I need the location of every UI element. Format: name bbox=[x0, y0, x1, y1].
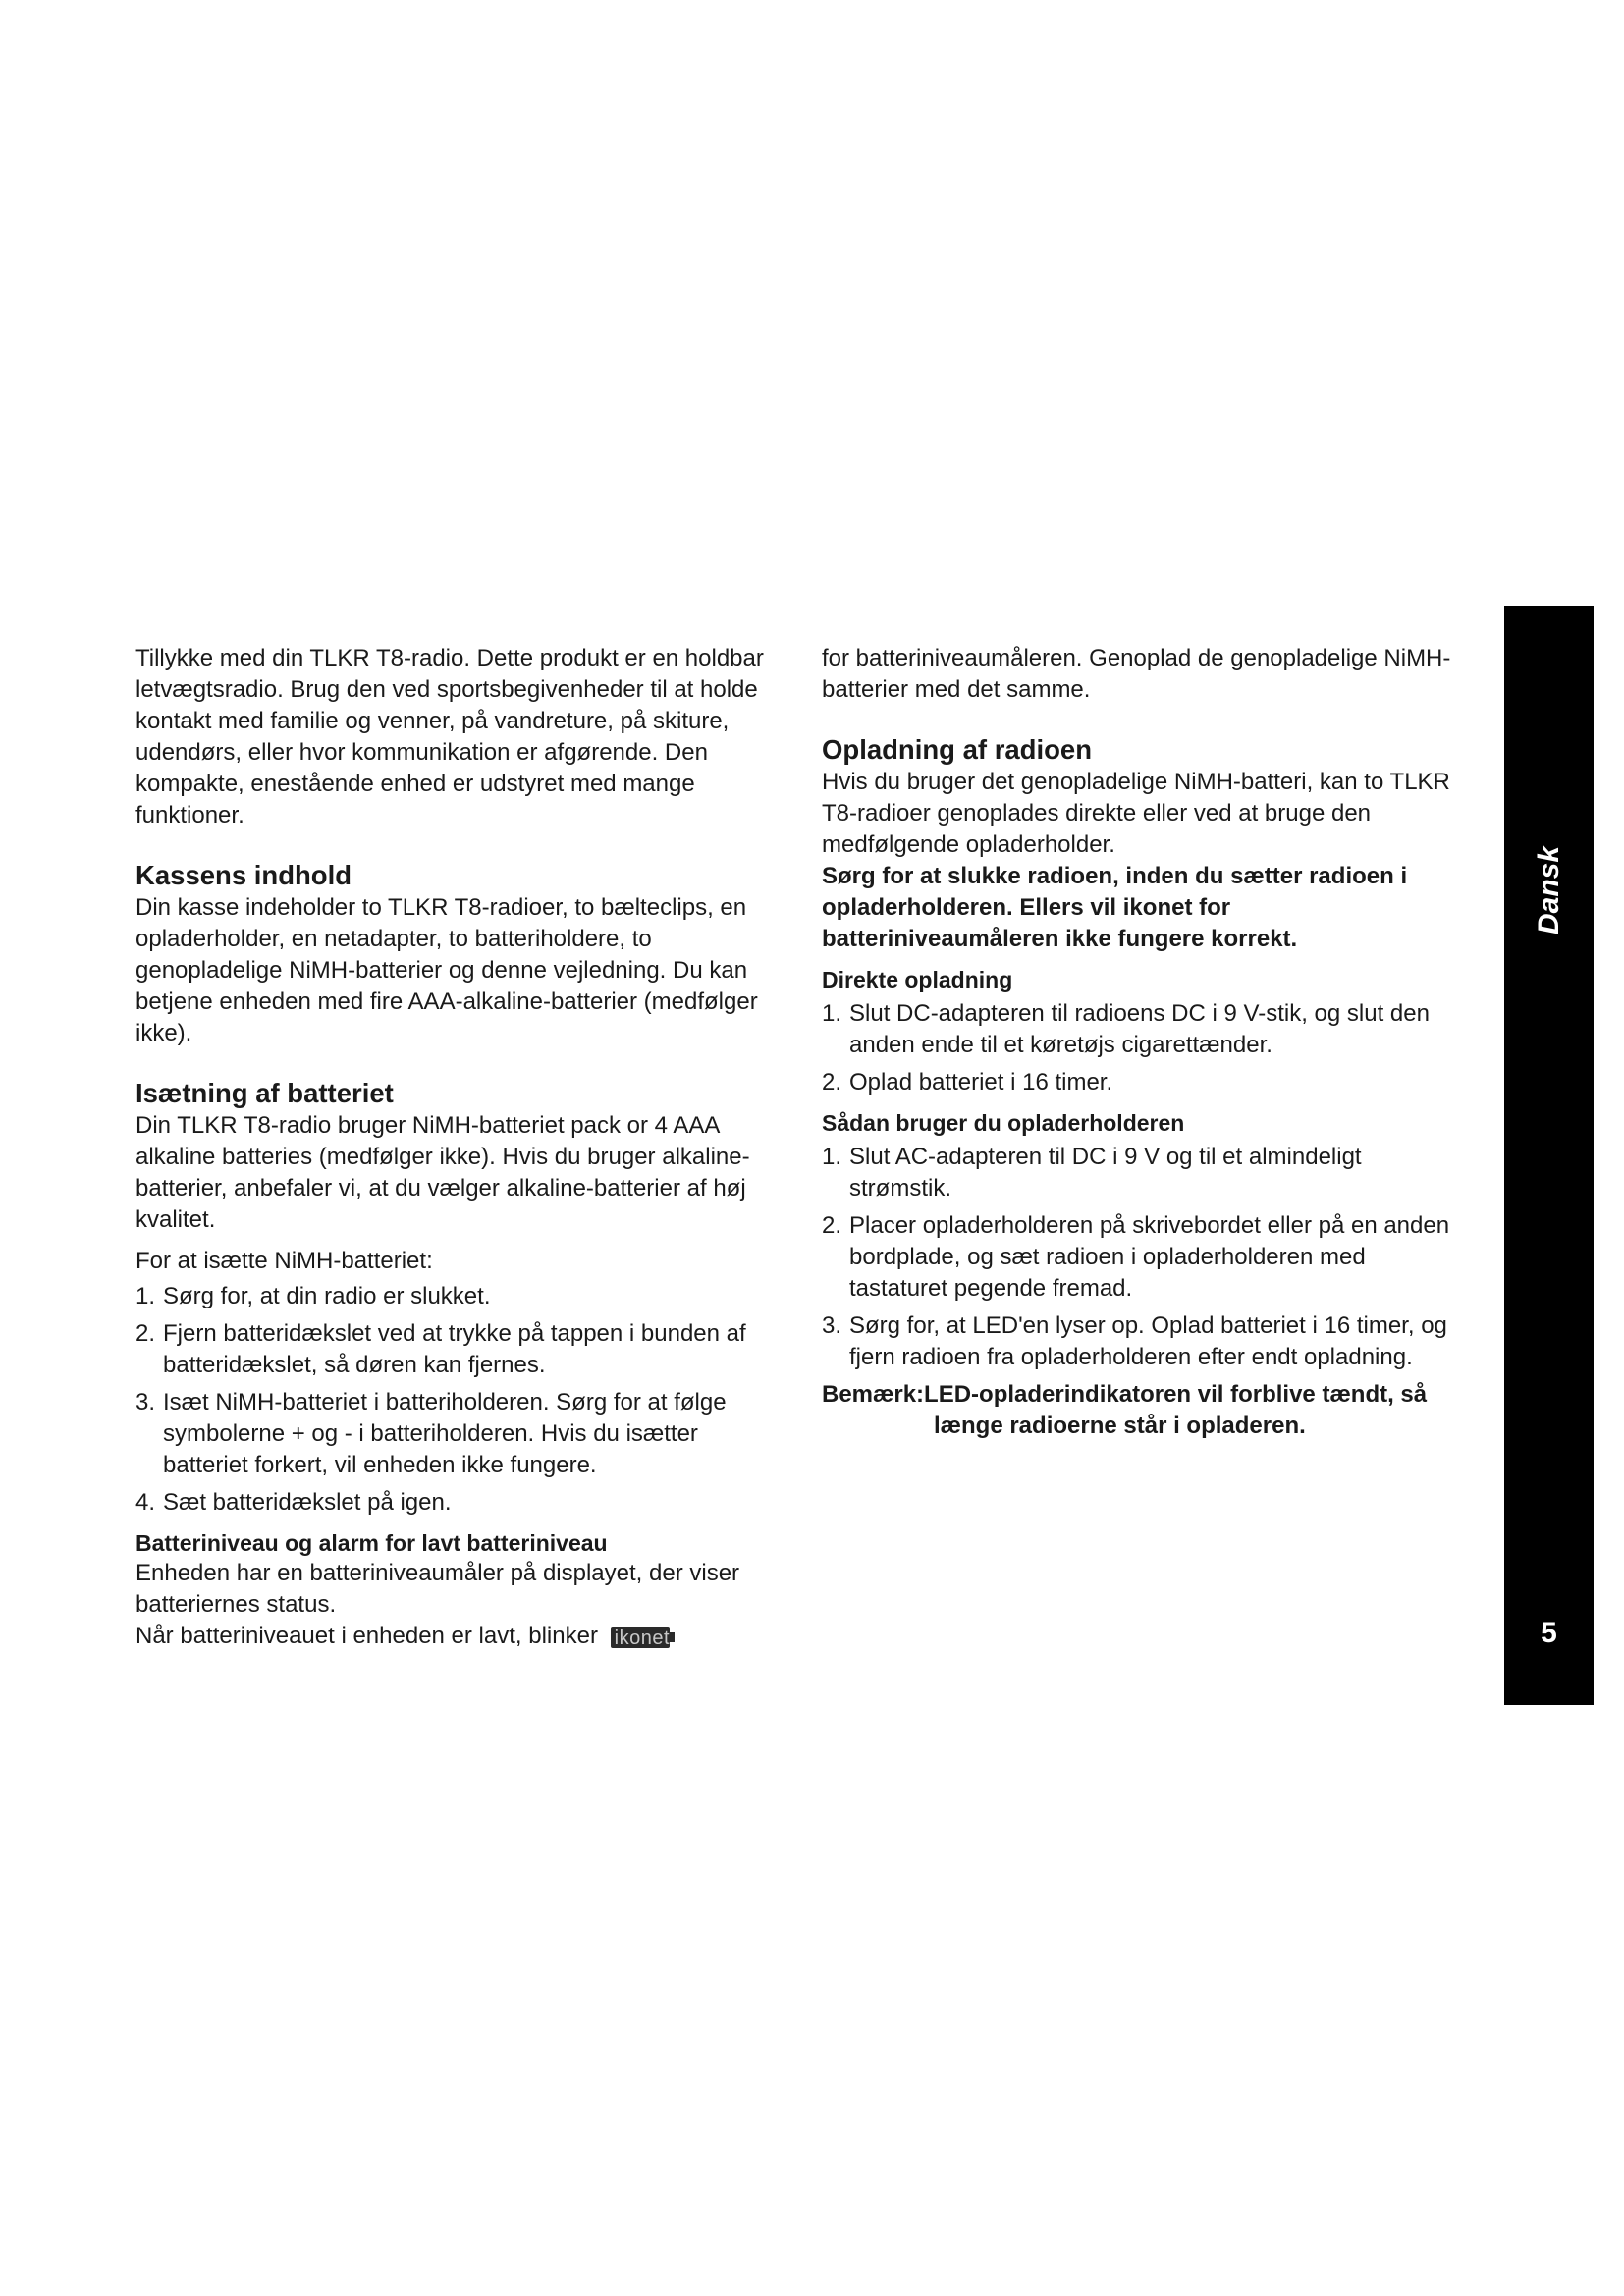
list-number: 1. bbox=[822, 1144, 842, 1170]
list-text: Sørg for, at LED'en lyser op. Oplad batteriet i 16 timer, og fjern radioen fra opladerholderen efter endt opladning. bbox=[849, 1312, 1447, 1370]
language-label: Dansk bbox=[1532, 845, 1565, 935]
list-item bbox=[822, 1067, 1470, 1098]
list-text: Fjern batteridækslet ved at trykke på tappen i bunden af batteridækslet, så døren kan fjernes. bbox=[163, 1320, 746, 1378]
list-item bbox=[822, 998, 1470, 1061]
list-text: Sæt batteridækslet på igen. bbox=[163, 1489, 452, 1516]
list-number: 2. bbox=[822, 1069, 842, 1095]
opladning-text: Hvis du bruger det genopladelige NiMH-batteri, kan to TLKR T8-radioer genoplades direkte eller ved at bruge den medfølgende opladerholder. bbox=[822, 769, 1450, 858]
battery-icon bbox=[611, 1627, 670, 1648]
list-text: Slut DC-adapteren til radioens DC i 9 V-stik, og slut den anden ende til et køretøjs cigarettænder. bbox=[849, 1000, 1430, 1058]
language-label-box bbox=[1504, 802, 1594, 979]
page-number: 5 bbox=[1541, 1617, 1557, 1649]
low-battery-text: Når batteriniveauet i enheden er lavt, blinker bbox=[135, 1623, 598, 1649]
batteriniveau-heading: Batteriniveau og alarm for lavt batteriniveau bbox=[135, 1530, 608, 1556]
batteriniveau-text-2 bbox=[135, 1621, 784, 1652]
for-at-text: For at isætte NiMH-batteriet: bbox=[135, 1248, 433, 1274]
isaetning-text: Din TLKR T8-radio bruger NiMH-batteriet pack or 4 AAA alkaline batteries (medfølger ikke). Hvis du bruger alkaline-batterier, anbefaler vi, at du vælger alkaline-batterier af høj kvalitet. bbox=[135, 1112, 750, 1233]
list-item bbox=[135, 1318, 784, 1381]
saadan-steps-list bbox=[822, 1142, 1470, 1373]
list-item bbox=[135, 1487, 784, 1519]
note bbox=[822, 1379, 1470, 1442]
left-column bbox=[135, 643, 784, 1652]
list-number: 4. bbox=[135, 1489, 156, 1516]
list-item bbox=[135, 1387, 784, 1481]
list-number: 3. bbox=[135, 1389, 156, 1415]
list-text: Isæt NiMH-batteriet i batteriholderen. Sørg for at følge symbolerne + og - i batteriholderen. Hvis du isætter batteriet forkert, vil enheden ikke fungere. bbox=[163, 1389, 727, 1478]
list-number: 2. bbox=[135, 1320, 156, 1347]
list-number: 1. bbox=[135, 1283, 156, 1309]
list-text: Oplad batteriet i 16 timer. bbox=[849, 1069, 1113, 1095]
list-item bbox=[135, 1281, 784, 1312]
saadan-heading: Sådan bruger du opladerholderen bbox=[822, 1110, 1185, 1136]
kassens-indhold-text: Din kasse indeholder to TLKR T8-radioer, to bælteclips, en opladerholder, en netadapter, to batteriholdere, to genopladelige NiMH-batterier og denne vejledning. Du kan betjene enheden med fire AAA-alkaline-batterier (medfølger ikke). bbox=[135, 894, 758, 1046]
note-label: Bemærk: bbox=[822, 1381, 925, 1408]
intro-paragraph: Tillykke med din TLKR T8-radio. Dette produkt er en holdbar letvægtsradio. Brug den ved sportsbegivenheder til at holde kontakt med familie og venner, på vandreture, på skiture, udendørs, eller hvor kommunikation er afgørende. Den kompakte, enestående enhed er udstyret med mange funktioner. bbox=[135, 645, 764, 828]
note-text: LED-opladerindikatoren vil forblive tændt, så længe radioerne står i opladeren. bbox=[924, 1381, 1428, 1439]
direkte-steps-list bbox=[822, 998, 1470, 1098]
opladning-heading: Opladning af radioen bbox=[822, 734, 1093, 765]
list-number: 2. bbox=[822, 1212, 842, 1239]
list-item bbox=[822, 1142, 1470, 1204]
list-item bbox=[822, 1210, 1470, 1305]
isaetning-heading: Isætning af batteriet bbox=[135, 1078, 394, 1108]
language-side-tab bbox=[1504, 606, 1594, 1705]
list-number: 1. bbox=[822, 1000, 842, 1027]
kassens-indhold-heading: Kassens indhold bbox=[135, 860, 352, 890]
list-item bbox=[822, 1310, 1470, 1373]
list-text: Slut AC-adapteren til DC i 9 V og til et almindeligt strømstik. bbox=[849, 1144, 1362, 1201]
list-text: Placer opladerholderen på skrivebordet eller på en anden bordplade, og sæt radioen i opladerholderen med tastaturet pegende fremad. bbox=[849, 1212, 1450, 1302]
right-column bbox=[822, 643, 1470, 1442]
battery-steps-list bbox=[135, 1281, 784, 1519]
warning-text: Sørg for at slukke radioen, inden du sætter radioen i opladerholderen. Ellers vil ikonet for batteriniveaumåleren ikke fungere korrekt. bbox=[822, 863, 1408, 952]
batteriniveau-text: Enheden har en batteriniveaumåler på displayet, der viser batteriernes status. bbox=[135, 1560, 740, 1618]
direkte-opladning-heading: Direkte opladning bbox=[822, 967, 1013, 992]
list-text: Sørg for, at din radio er slukket. bbox=[163, 1283, 491, 1309]
list-number: 3. bbox=[822, 1312, 842, 1339]
battery-icon-label: ikonet bbox=[614, 1627, 670, 1649]
continuation-text: for batteriniveaumåleren. Genoplad de genopladelige NiMH-batterier med det samme. bbox=[822, 645, 1451, 703]
